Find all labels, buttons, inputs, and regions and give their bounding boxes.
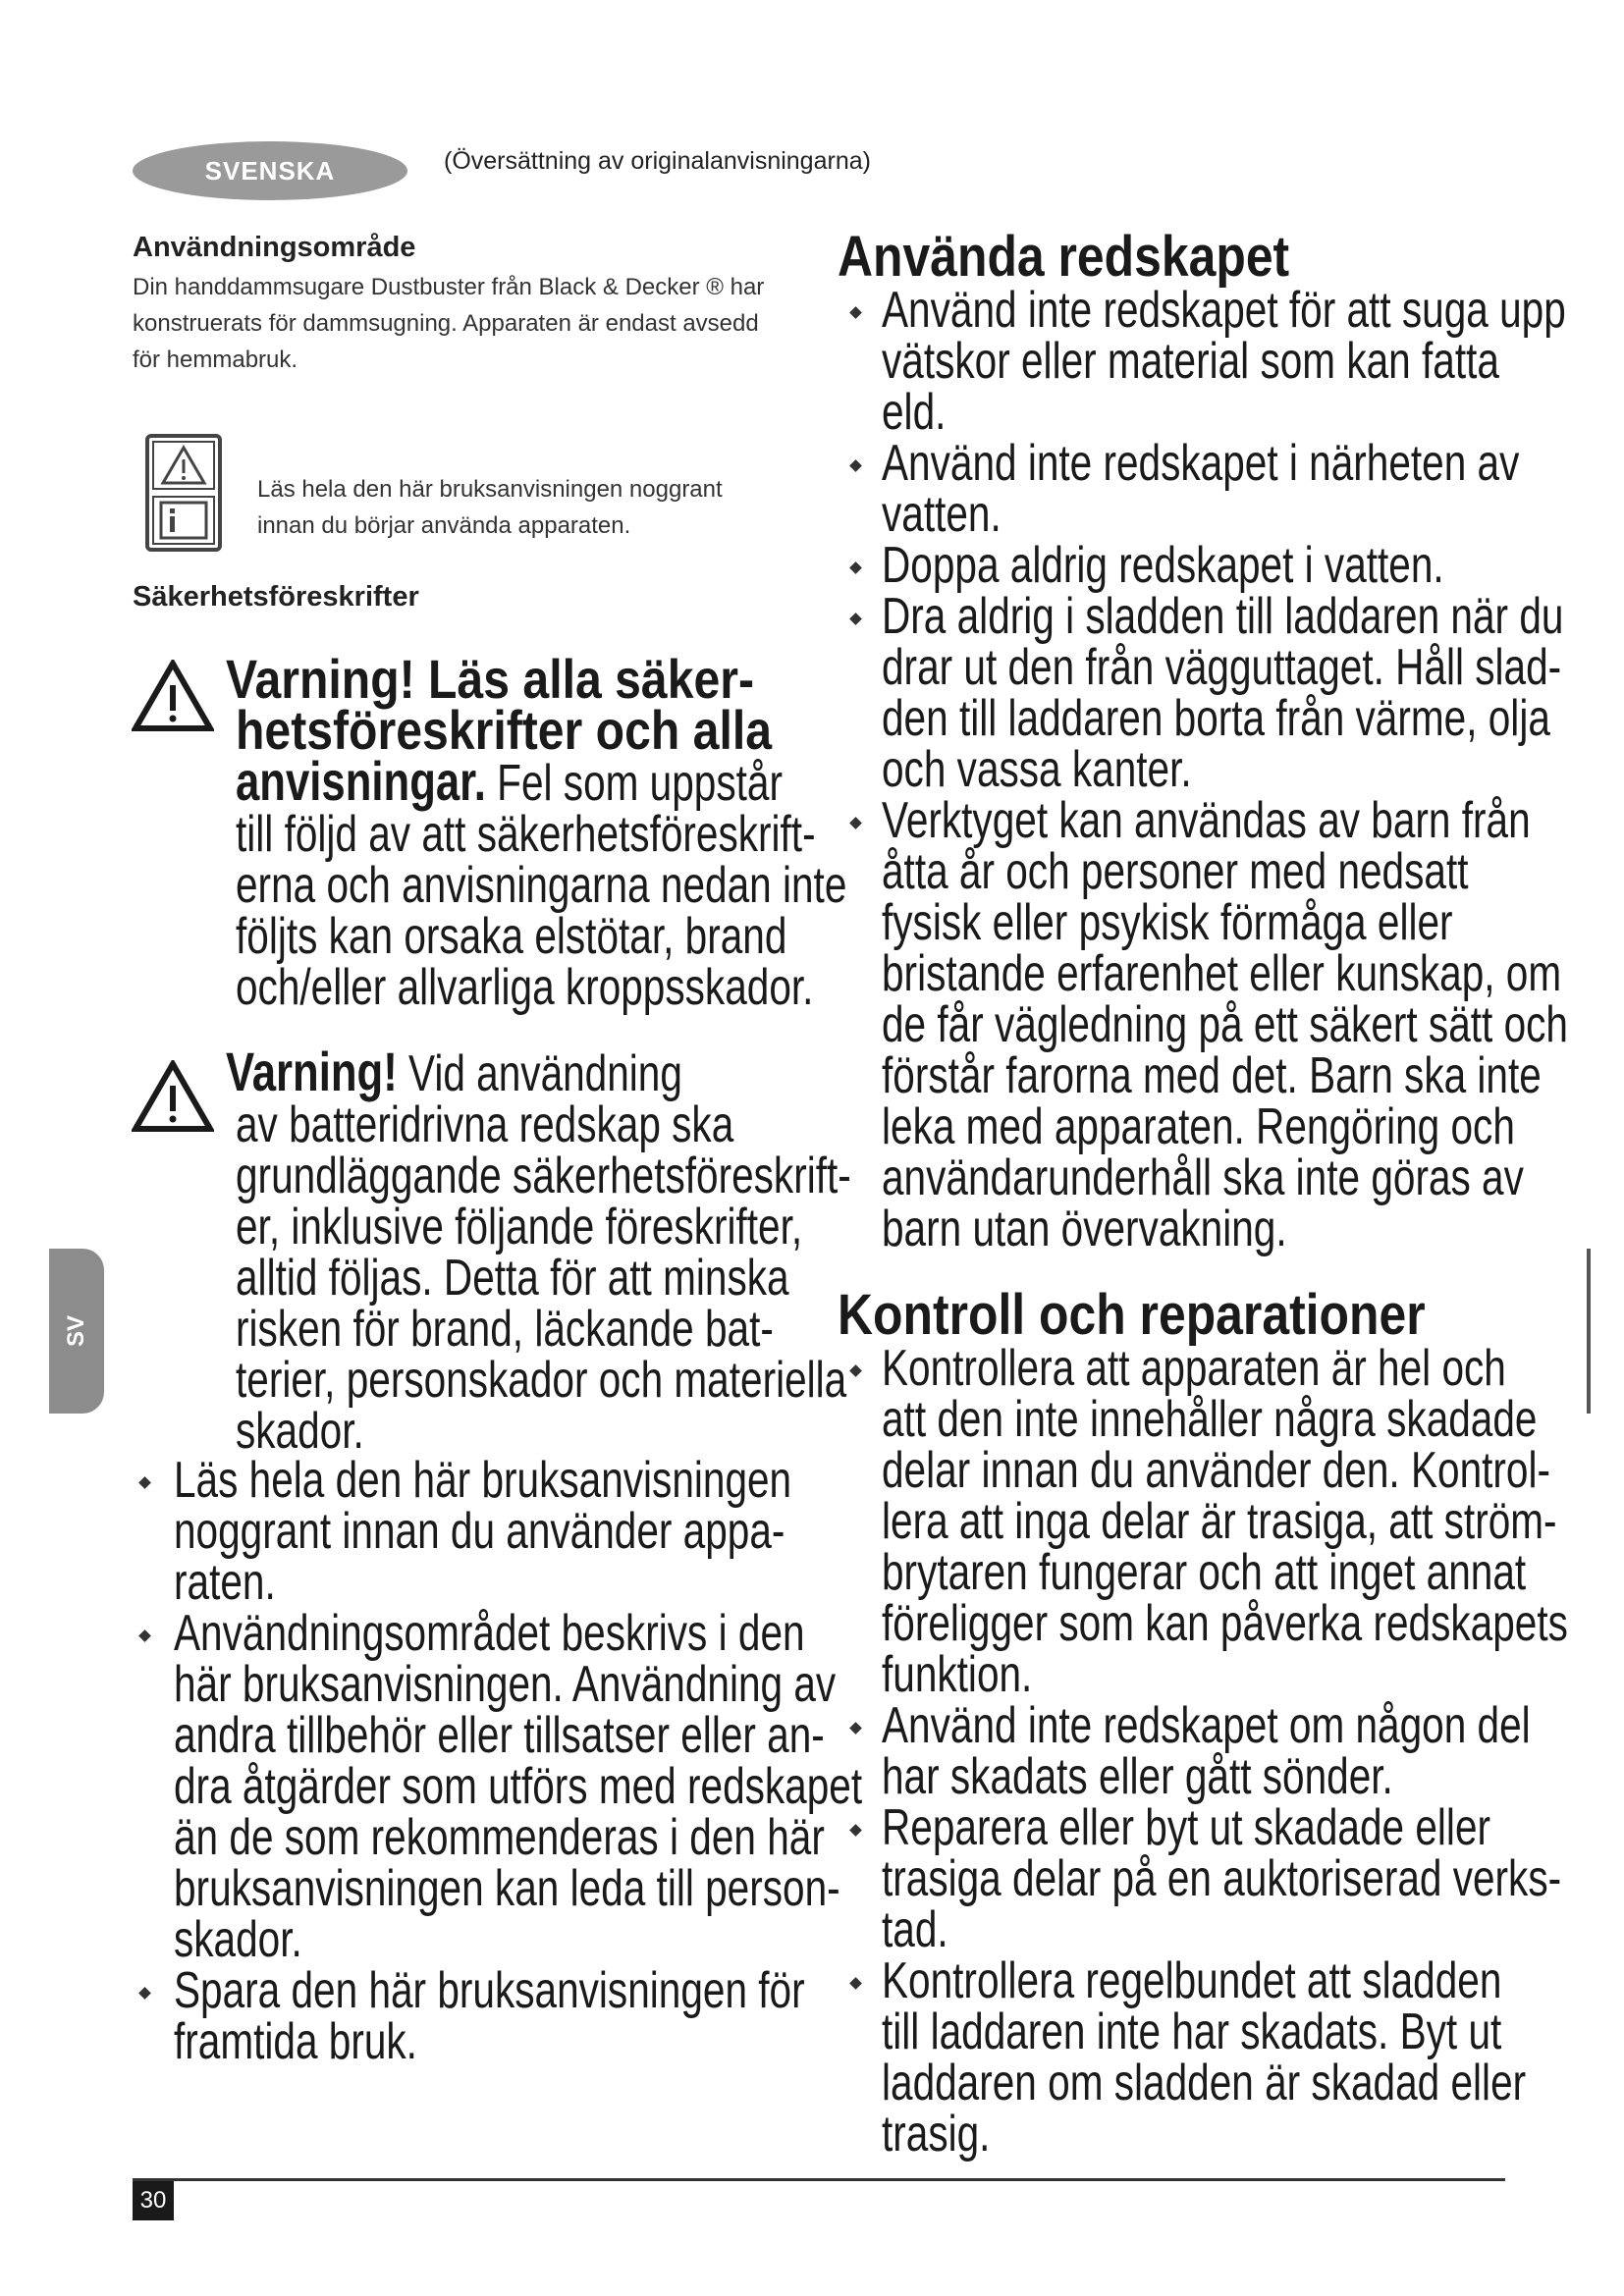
bullet-icon	[849, 613, 862, 625]
left-bullet-list	[133, 1452, 863, 2070]
side-tab-label: SV	[62, 1314, 89, 1348]
list-item: Använd inte redskapet om någon del har skadats eller gått sönder.	[838, 1700, 1525, 1802]
bullet-icon	[138, 1476, 151, 1489]
list-item: Spara den här bruksanvisningen för framtida bruk.	[133, 1965, 810, 2067]
list-item: Verktyget kan användas av barn från åtta år och personer med nedsatt fysisk eller psykisk förmåga eller bristande erfarenhet eller kunskap, om de får vägledning på ett säkert sätt och förstår farorna med det. Barn ska inte leka med apparaten. Rengöring och användarunderhåll ska inte göras av barn utan övervakning.	[838, 795, 1525, 1255]
bullet-icon	[138, 1987, 151, 2000]
using-tool-list	[838, 282, 1568, 1257]
bullet-icon	[849, 306, 862, 319]
page-number: 30	[133, 2181, 174, 2220]
bullet-icon	[849, 561, 862, 574]
warning-1: Varning! Läs alla säker- hetsföreskrifter och alla anvisningar. Fel som uppstår till följd av att säkerhetsföreskrift- erna och anvisningarna nedan inte följts kan orsaka elstötar, brand och/eller allvarliga kroppsskador.	[226, 648, 847, 1016]
translation-note: (Översättning av originalanvisningarna)	[444, 147, 871, 175]
bullet-icon	[849, 1722, 862, 1735]
list-item: Använd inte redskapet i närheten av vatten.	[838, 438, 1525, 540]
list-item: Kontrollera att apparaten är hel och att den inte innehåller några skadade delar innan du använder den. Kontrol- lera att inga delar är trasiga, att ström- brytaren fungerar och att inget annat föreligger som kan påverka redskapets funktion.	[838, 1343, 1525, 1700]
safety-heading: Säkerhetsföreskrifter	[133, 581, 419, 613]
inspection-title: Kontroll och reparationer	[838, 1283, 1426, 1347]
bullet-icon	[849, 1364, 862, 1377]
bullet-icon	[138, 1629, 151, 1642]
list-item: Kontrollera regelbundet att sladden till laddaren inte har skadats. Byt ut laddaren om sladden är skadad eller trasig.	[838, 1955, 1525, 2160]
warning-2: Varning! Vid användning av batteridrivna redskap ska grundläggande säkerhetsföreskrift- er, inklusive följande föreskrifter, alltid följas. Detta för att minska risken för brand, läckande bat- terier, personskador och materiella skador.	[226, 1041, 851, 1460]
list-item: Doppa aldrig redskapet i vatten.	[838, 540, 1525, 591]
list-item: Användningsområdet beskrivs i den här bruksanvisningen. Användning av andra tillbehör eller tillsatser eller an- dra åtgärder som utförs med redskapet än de som rekommenderas i den här bruksanvisningen kan leda till person- skador.	[133, 1608, 810, 1965]
read-manual-icon	[145, 434, 222, 552]
inspection-list	[838, 1340, 1568, 2163]
bullet-icon	[849, 459, 862, 472]
bullet-icon	[849, 817, 862, 829]
manual-notice-text: Läs hela den här bruksanvisningen noggrant innan du börjar använda apparaten.	[257, 476, 723, 539]
list-item: Läs hela den här bruksanvisningen noggrant innan du använder appa- raten.	[133, 1455, 810, 1608]
list-item: Reparera eller byt ut skadade eller trasiga delar på en auktoriserad verks- tad.	[838, 1802, 1525, 1955]
intended-use-heading: Användningsområde	[133, 232, 416, 263]
warning-icon	[132, 660, 214, 737]
margin-marker	[1587, 1249, 1591, 1414]
list-item: Dra aldrig i sladden till laddaren när du drar ut den från vägguttaget. Håll slad- den till laddaren borta från värme, olja och vassa kanter.	[838, 591, 1525, 795]
bullet-icon	[849, 1977, 862, 1990]
language-badge: SVENSKA	[133, 141, 407, 200]
list-item: Använd inte redskapet för att suga upp vätskor eller material som kan fatta eld.	[838, 285, 1525, 438]
bullet-icon	[849, 1824, 862, 1837]
warning-icon	[132, 1060, 214, 1138]
footer-rule	[133, 2178, 1505, 2181]
using-tool-title: Använda redskapet	[838, 225, 1290, 289]
intended-use-text: Din handdammsugare Dustbuster från Black & Decker ® har konstruerats för dammsugning. Apparaten är endast avsedd för hemmabruk.	[133, 274, 765, 373]
